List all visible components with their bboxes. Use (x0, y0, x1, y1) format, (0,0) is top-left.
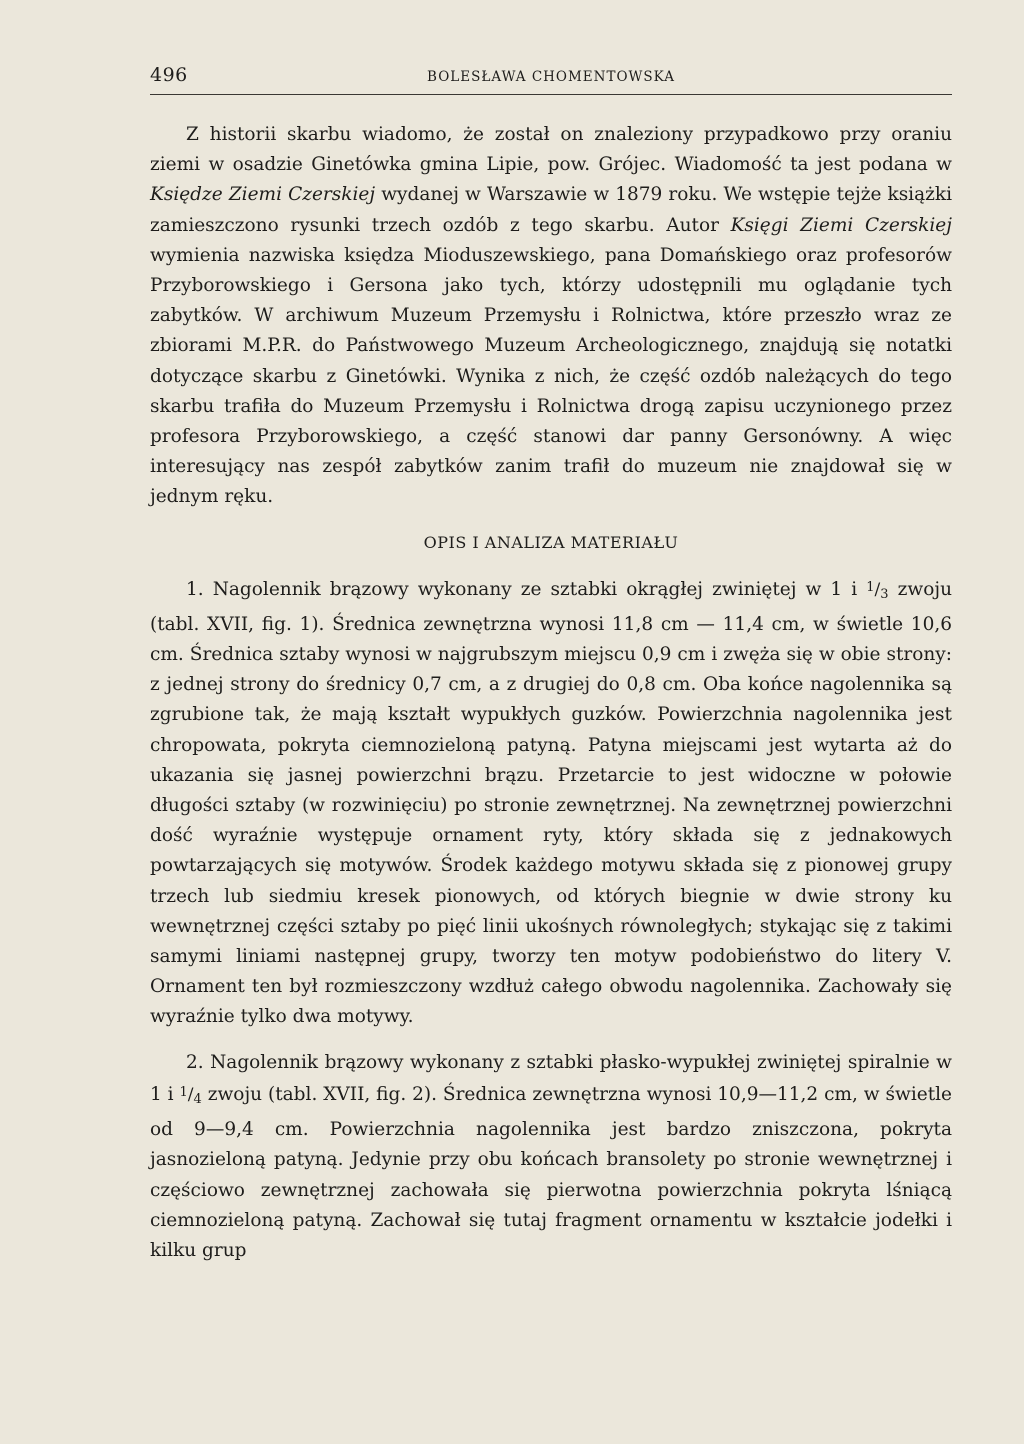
page-number: 496 (150, 64, 188, 86)
header-rule (150, 94, 952, 95)
spacer (150, 1033, 952, 1048)
spacer (150, 558, 952, 573)
fraction-numerator: 1 (866, 579, 875, 595)
paragraph-history: Z historii skarbu wiadomo, że został on znaleziony przypadkowo przy oraniu ziemi w osadzie Ginetówka gmina Lipie, pow. Grójec. Wiadomość ta jest podana w Księdze Ziemi Czerskiej wydanej w Warszawie w 1879 roku. We wstępie tejże książki zamieszczono rysunki trzech ozdób z tego skarbu. Autor Księgi Ziemi Czerskiej wymienia nazwiska księdza Mioduszewskiego, pana Domańskiego oraz profesorów Przyborowskiego i Gersona jako tych, którzy udostępnili mu oglądanie tych zabytków. W archiwum Muzeum Przemysłu i Rolnictwa, które przeszło wraz ze zbiorami M.P.R. do Państwowego Muzeum Archeologicznego, znajdują się notatki dotyczące skarbu z Ginetówki. Wynika z nich, że część ozdób należących do tego skarbu trafiła do Muzeum Przemysłu i Rolnictwa drogą zapisu uczynionego przez profesora Przyborowskiego, a część stanowi dar panny Gersonówny. A więc interesujący nas zespół zabytków zanim trafił do muzeum nie znajdował się w jednym ręku. (150, 124, 953, 508)
spacer (150, 513, 952, 528)
fraction-numerator: 1 (179, 1084, 188, 1100)
page-header (150, 64, 952, 94)
fraction-denominator: 3 (880, 586, 889, 602)
book-title: Księdze Ziemi Czerskiej (150, 184, 376, 206)
body-text (150, 120, 952, 1266)
running-head: BOLESŁAWA CHOMENTOWSKA (427, 69, 675, 85)
fraction-denominator: 4 (193, 1091, 202, 1107)
paragraph-item-1: 1. Nagolennik brązowy wykonany ze sztabki okrągłej zwiniętej w 1 i $^1$/3 zwoju (tabl. XVII, fig. 1). Średnica zewnętrzna wynosi 11,8 cm — 11,4 cm, w świetle 10,6 cm. Średnica sztaby wynosi w najgrubszym miejscu 0,9 cm i zwęża się w obie strony: z jednej strony do średnicy 0,7 cm, a z drugiej do 0,8 cm. Oba końce nagolennika są zgrubione tak, że mają kształt wypukłych guzków. Powierzchnia nagolennika jest chropowata, pokryta ciemnozieloną patyną. Patyna miejscami jest wytarta aż do ukazania się jasnej powierzchni brązu. Przetarcie to jest widoczne w połowie długości sztaby (w rozwinięciu) po stronie zewnętrznej. Na zewnętrznej powierzchni dość wyraźnie występuje ornament ryty, który składa się z jednakowych powtarzających się motywów. Środek każdego motywu składa się z pionowej grupy trzech lub siedmiu kresek pionowych, od których biegnie w dwie strony ku wewnętrznej części sztaby po pięć linii ukośnych równoległych; stykając się z takimi samymi liniami następnej grupy, tworzy ten motyw podobieństwo do litery V. Ornament ten był rozmieszczony wzdłuż całego obwodu nagolennika. Zachowały się wyraźnie tylko dwa motywy. (150, 578, 952, 1028)
book-title: Księgi Ziemi Czerskiej (730, 214, 952, 236)
paragraph-item-2: 2. Nagolennik brązowy wykonany z sztabki płasko-wypukłej zwiniętej spiralnie w 1 i $^1$/4 zwoju (tabl. XVII, fig. 2). Średnica zewnętrzna wynosi 10,9—11,2 cm, w świetle od 9—9,4 cm. Powierzchnia nagolennika jest bardzo zniszczona, pokryta jasnozieloną patyną. Jedynie przy obu końcach bransolety po stronie wewnętrznej i częściowo zewnętrznej zachowała się pierwotna powierzchnia pokryta lśniącą ciemnozieloną patyną. Zachował się tutaj fragment ornamentu w kształcie jodełki i kilku grup (150, 1051, 953, 1261)
section-title: OPIS I ANALIZA MATERIAŁU (423, 532, 679, 552)
